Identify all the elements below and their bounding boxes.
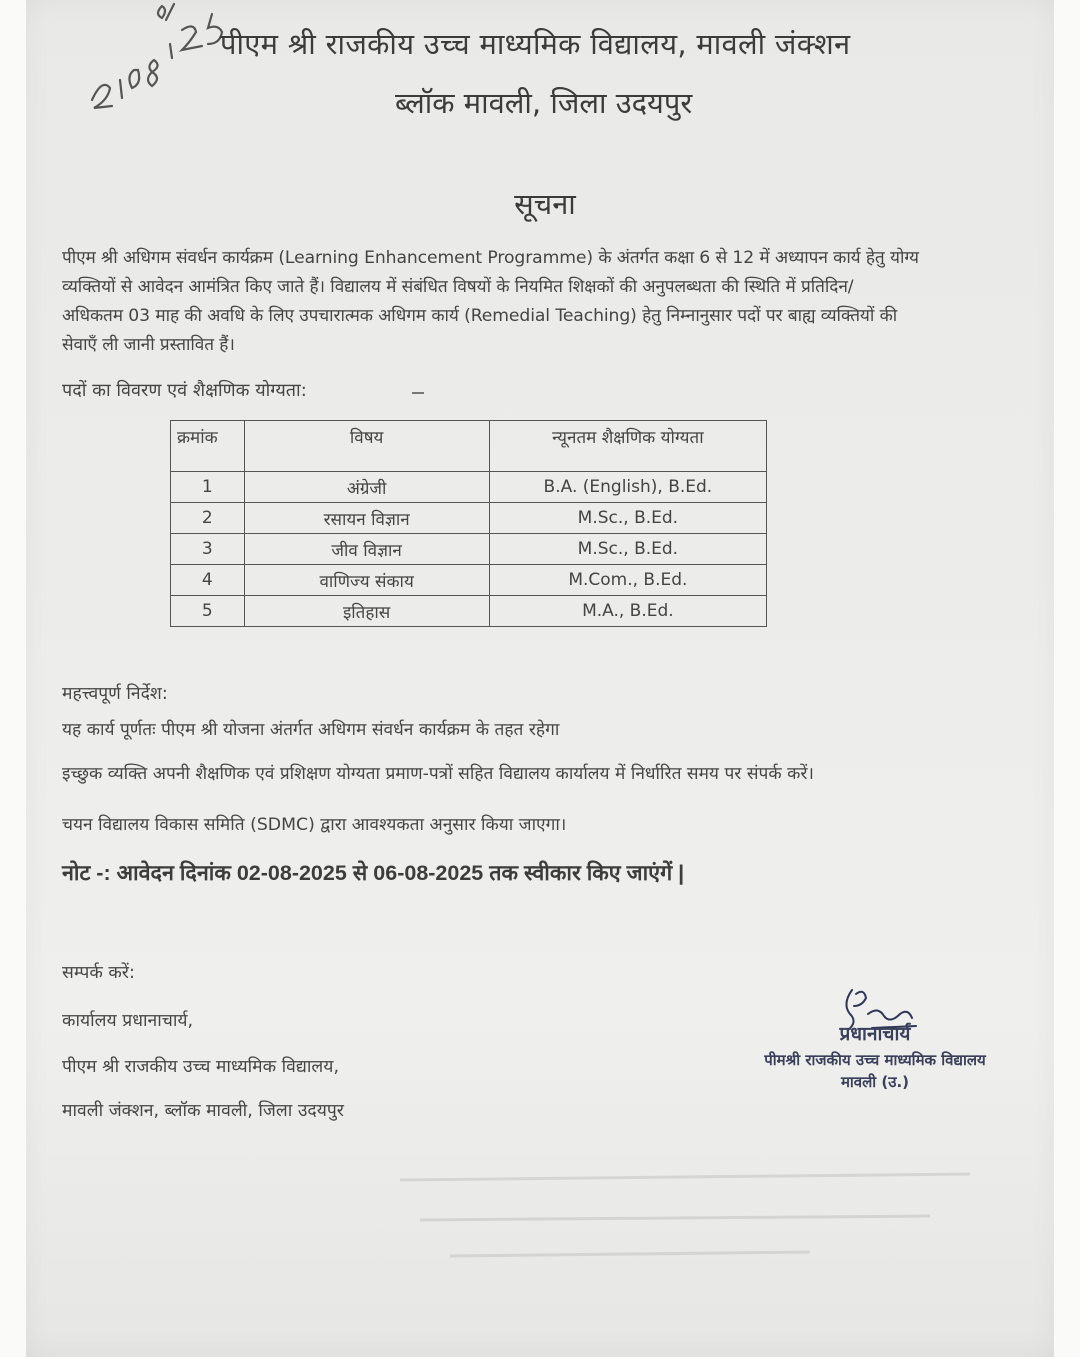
- table-row: [171, 503, 767, 534]
- cell-subject: अंग्रेजी: [244, 472, 489, 503]
- stamp-title: प्रधानाचार्य: [839, 1023, 911, 1045]
- table-header-row: [171, 421, 767, 472]
- notice-paragraph: [62, 244, 1052, 360]
- cell-subject: वाणिज्य संकाय: [244, 565, 489, 596]
- table-row: [171, 534, 767, 565]
- cell-serial: 2: [171, 503, 245, 534]
- paragraph-line: व्यक्तियों से आवेदन आमंत्रित किए जाते हैं। विद्यालय में संबंधित विषयों के नियमित शिक्षकों की अनुपलब्धता की स्थिति में प्रतिदिन/: [62, 277, 854, 297]
- column-header-subject: विषय: [244, 421, 489, 472]
- instruction-item: इच्छुक व्यक्ति अपनी शैक्षणिक एवं प्रशिक्षण योग्यता प्रमाण-पत्रों सहित विद्यालय कार्यालय में निर्धारित समय पर संपर्क करें।: [62, 764, 814, 784]
- bleed-through-marks: [390, 1160, 990, 1270]
- page-margin-left: [0, 0, 26, 1357]
- page-margin-right: [1054, 0, 1080, 1357]
- column-header-qualification: न्यूनतम शैक्षणिक योग्यता: [489, 421, 766, 472]
- pen-mark: [412, 392, 424, 394]
- stamp-school: पीमश्री राजकीय उच्च माध्यमिक विद्यालय: [764, 1051, 986, 1069]
- block-district: ब्लॉक मावली, जिला उदयपुर: [395, 86, 693, 120]
- posts-subheading: पदों का विवरण एवं शैक्षणिक योग्यता:: [62, 380, 307, 401]
- cell-serial: 4: [171, 565, 245, 596]
- cell-qualification: M.Sc., B.Ed.: [489, 503, 766, 534]
- cell-qualification: M.Sc., B.Ed.: [489, 534, 766, 565]
- principal-stamp: [750, 1020, 1000, 1092]
- paragraph-line: पीएम श्री अधिगम संवर्धन कार्यक्रम (Learning Enhancement Programme) के अंतर्गत कक्षा 6 से 12 में अध्यापन कार्य हेतु योग्य: [62, 248, 919, 268]
- paragraph-line: सेवाएँ ली जानी प्रस्तावित हैं।: [62, 335, 235, 355]
- cell-serial: 5: [171, 596, 245, 627]
- table-row: [171, 596, 767, 627]
- contact-line: मावली जंक्शन, ब्लॉक मावली, जिला उदयपुर: [62, 1101, 344, 1121]
- table-row: [171, 565, 767, 596]
- column-header-serial: क्रमांक: [171, 421, 245, 472]
- notice-heading: सूचना: [514, 187, 576, 221]
- instruction-item: चयन विद्यालय विकास समिति (SDMC) द्वारा आवश्यकता अनुसार किया जाएगा।: [62, 815, 567, 835]
- cell-subject: रसायन विज्ञान: [244, 503, 489, 534]
- cell-qualification: M.A., B.Ed.: [489, 596, 766, 627]
- paragraph-line: अधिकतम 03 माह की अवधि के लिए उपचारात्मक अधिगम कार्य (Remedial Teaching) हेतु निम्नानुसार पदों पर बाह्य व्यक्तियों की: [62, 306, 898, 326]
- instruction-item: यह कार्य पूर्णतः पीएम श्री योजना अंतर्गत अधिगम संवर्धन कार्यक्रम के तहत रहेगा: [62, 720, 560, 740]
- application-date-note: नोट -: आवेदन दिनांक 02-08-2025 से 06-08-2025 तक स्वीकार किए जाएंगें |: [62, 861, 685, 885]
- cell-subject: इतिहास: [244, 596, 489, 627]
- cell-serial: 3: [171, 534, 245, 565]
- posts-table: [170, 420, 767, 627]
- cell-qualification: M.Com., B.Ed.: [489, 565, 766, 596]
- instructions-heading: महत्त्वपूर्ण निर्देश:: [62, 684, 168, 704]
- cell-serial: 1: [171, 472, 245, 503]
- contact-line: पीएम श्री राजकीय उच्च माध्यमिक विद्यालय,: [62, 1057, 340, 1077]
- contact-line: कार्यालय प्रधानाचार्य,: [62, 1011, 194, 1031]
- stamp-place: मावली (उ.): [840, 1073, 910, 1091]
- cell-subject: जीव विज्ञान: [244, 534, 489, 565]
- table-row: [171, 472, 767, 503]
- cell-qualification: B.A. (English), B.Ed.: [489, 472, 766, 503]
- contact-label: सम्पर्क करें:: [62, 963, 135, 983]
- school-name: पीएम श्री राजकीय उच्च माध्यमिक विद्यालय, मावली जंक्शन: [220, 27, 851, 61]
